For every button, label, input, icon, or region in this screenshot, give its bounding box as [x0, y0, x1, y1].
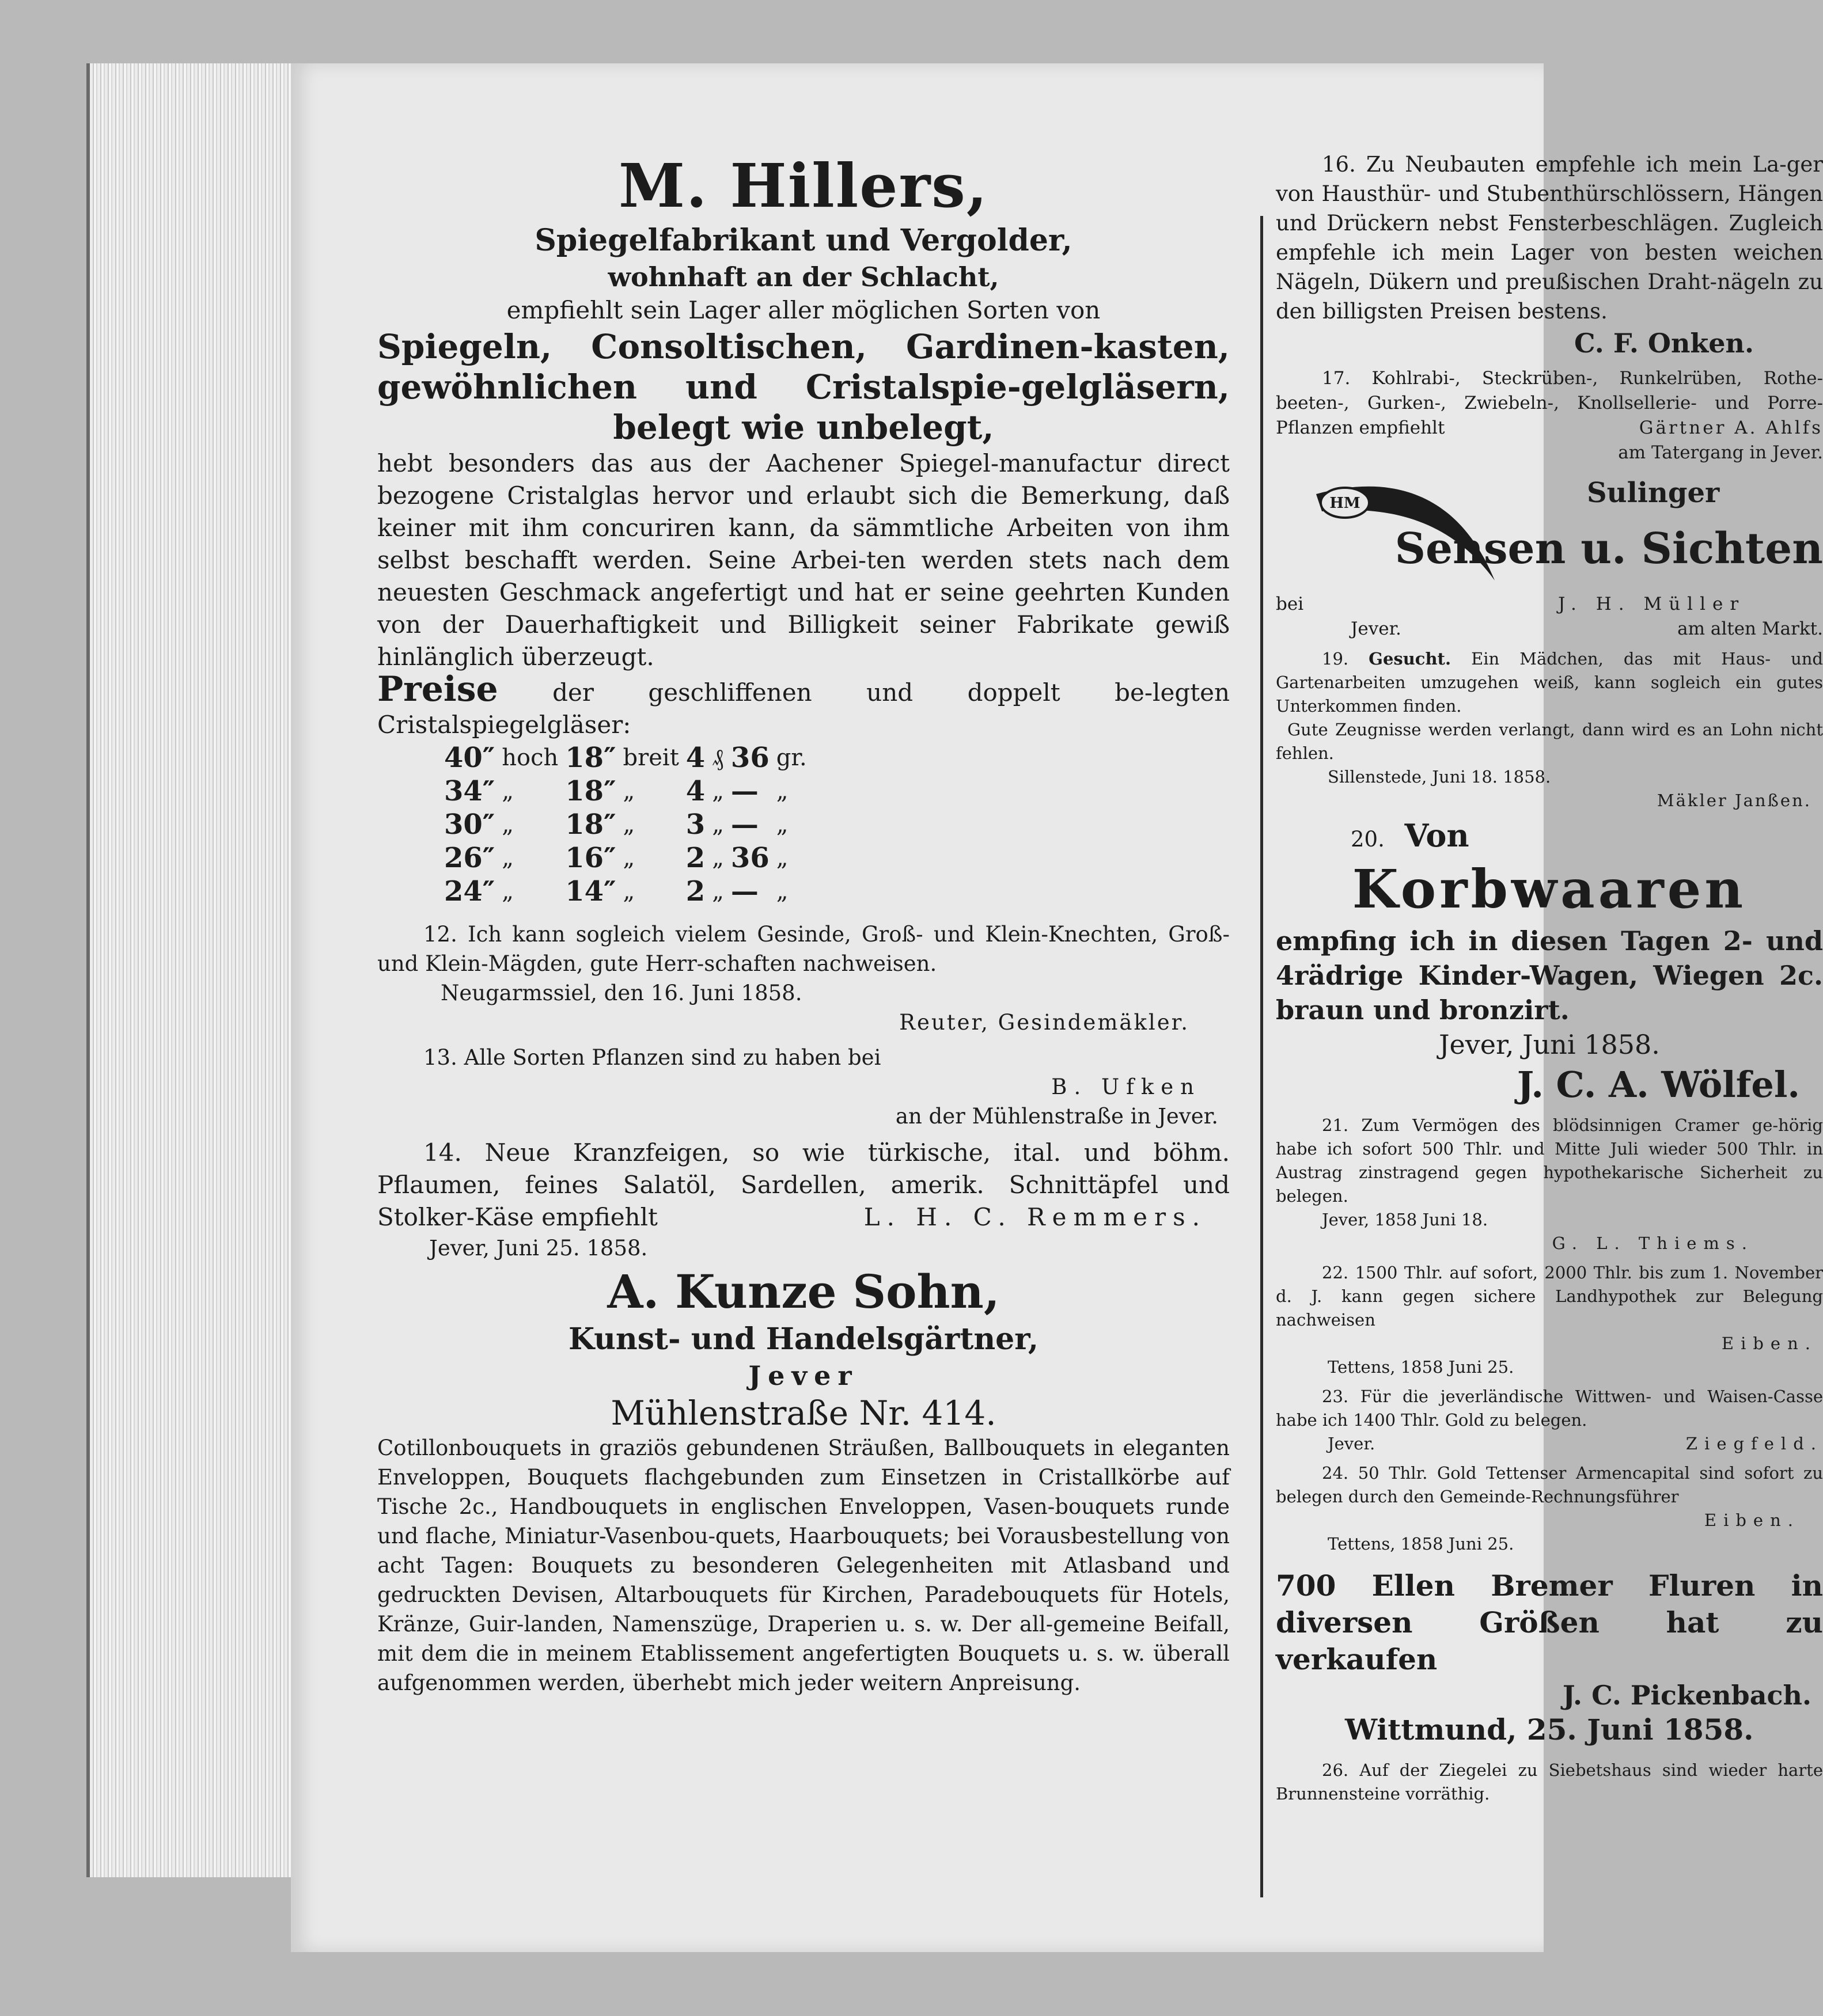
prices-word: Preise — [377, 669, 498, 709]
ad22-sign: Eiben. — [1721, 1334, 1817, 1353]
price-cell: „ — [623, 778, 635, 804]
price-row — [441, 741, 810, 774]
kunze-name: A. Kunze Sohn, — [607, 1265, 1000, 1319]
ad19-num: 19. — [1322, 649, 1349, 669]
ad-13 — [377, 1043, 1230, 1131]
ad19-head: Gesucht. — [1369, 649, 1451, 669]
ad-kunze — [377, 1263, 1230, 1698]
sulinger-headline: Sensen u. Sichten — [1394, 524, 1823, 574]
prices-text: der geschliffenen und doppelt be-legten Cristalspiegelgläser: — [377, 678, 1230, 739]
price-cell: gr. — [776, 745, 807, 771]
ad13-text: 13. Alle Sorten Pflanzen sind zu haben bei — [423, 1045, 881, 1070]
hillers-body: hebt besonders das aus der Aachener Spiegel-manufactur direct bezogene Cristalglas hervor und erlaubt sich die Bemerkung, daß keiner mit ihm concuriren kann, da sämmtliche Arbeiten von ihm selbst beschafft werden. Seine Arbei-ten werden stets nach dem neuesten Geschmack angefertigt und hat er seine geehrten Kunden von der Dauerhaftigkeit und Billigkeit seiner Fabrikate gewiß hinlänglich überzeugt. — [377, 449, 1230, 671]
ad20-num: 20. — [1351, 827, 1385, 852]
price-cell: 2 — [685, 842, 706, 874]
price-cell: „ — [712, 778, 724, 804]
ad20-headline: Korbwaaren — [1352, 858, 1747, 920]
ad20-text: empfing ich in diesen Tagen 2- und 4rädrige Kinder-Wagen, Wiegen 2c. braun und bronzirt. — [1276, 925, 1823, 1026]
price-cell: 2 — [685, 875, 706, 908]
ad19-text-block — [1276, 647, 1823, 718]
ad19-text: Ein Mädchen, das mit Haus- und Gartenarbeiten umzugehen weiß, kann sogleich ein gutes Unterkommen finden. — [1276, 649, 1823, 716]
price-cell: 24″ — [444, 875, 495, 908]
sulinger-brand: Sulinger — [1587, 477, 1720, 509]
price-cell: 3 — [685, 808, 706, 841]
ad-hillers — [377, 150, 1230, 908]
sulinger-header — [1276, 471, 1823, 592]
left-column — [377, 150, 1230, 1698]
kunze-title: Kunst- und Handelsgärtner, — [568, 1322, 1039, 1357]
ad14-text: 14. Neue Kranzfeigen, so wie türkische, ital. und böhm. Pflaumen, feines Salatöl, Sardellen, amerik. Schnittäpfel und Stolker-Käse empfiehlt — [377, 1138, 1230, 1231]
ad23-text: 23. Für die jeverländische Wittwen- und Waisen-Casse habe ich 1400 Thlr. Gold zu belegen. — [1276, 1387, 1823, 1430]
ad17-sign: Gärtner A. Ahlfs — [1639, 417, 1823, 438]
kunze-street: Mühlenstraße Nr. 414. — [611, 1394, 996, 1433]
price-cell: „ — [776, 778, 789, 804]
price-cell: — — [730, 775, 759, 807]
ad-19 — [1276, 647, 1823, 813]
price-cell: „ — [776, 878, 789, 905]
ad-26 — [1276, 1759, 1823, 1806]
ad20-von-line — [1276, 818, 1823, 855]
hillers-prices-intro — [377, 669, 1230, 741]
price-table — [441, 741, 810, 908]
ad21-text: 21. Zum Vermögen des blödsinnigen Cramer ge-hörig habe ich sofort 500 Thlr. und Mitte Juli wieder 500 Thlr. in Austrag zinstragend gegen hypothekarische Sicherheit zu belegen. — [1276, 1115, 1823, 1206]
price-cell: 18″ — [565, 808, 616, 841]
price-cell: 16″ — [565, 842, 616, 874]
ad-22 — [1276, 1261, 1823, 1379]
ad14-place: Jever, Juni 25. 1858. — [429, 1236, 648, 1261]
ad24-place: Tettens, 1858 Juni 25. — [1328, 1534, 1514, 1554]
ad-23 — [1276, 1385, 1823, 1456]
price-cell: 40″ — [444, 742, 495, 774]
ad16-text: 16. Zu Neubauten empfehle ich mein La-ger von Hausthür- und Stubenthürschlössern, Hängen und Drückern nebst Fensterbeschlägen. Zugleich empfehle ich mein Lager von besten weichen Nägeln, Dükern und preußischen Draht-nägeln zu den billigsten Preisen bestens. — [1276, 152, 1823, 324]
price-row — [441, 774, 810, 808]
ad13-sign: B. Ufken — [1051, 1075, 1201, 1099]
ad19-sign: Mäkler Janßen. — [1657, 791, 1811, 810]
ad-16 — [1276, 150, 1823, 360]
ad23-sign: Ziegfeld. — [1685, 1434, 1823, 1453]
right-column — [1276, 150, 1823, 1806]
ad25-place: Wittmund, 25. Juni 1858. — [1345, 1713, 1754, 1747]
ad16-sign: C. F. Onken. — [1574, 328, 1754, 359]
hillers-name: M. Hillers, — [618, 150, 989, 221]
ad19-text2: Gute Zeugnisse werden verlangt, dann wird es an Lohn nicht fehlen. — [1276, 720, 1823, 763]
sulinger-city: Jever. — [1351, 618, 1401, 639]
ad20-sign: J. C. A. Wölfel. — [1517, 1064, 1800, 1106]
ad22-place: Tettens, 1858 Juni 25. — [1328, 1357, 1514, 1377]
price-cell: „ — [502, 811, 514, 838]
price-cell: 4 — [685, 775, 706, 807]
sulinger-seller: J. H. Müller — [1558, 594, 1746, 614]
price-row — [441, 841, 810, 875]
ad25-sign: J. C. Pickenbach. — [1562, 1680, 1811, 1711]
sulinger-addr: am alten Markt. — [1677, 618, 1823, 639]
price-cell: hoch — [502, 745, 559, 771]
price-cell: 30″ — [444, 808, 495, 841]
price-cell: „ — [712, 845, 724, 871]
ad20-place: Jever, Juni 1858. — [1439, 1029, 1660, 1060]
price-cell: 18″ — [565, 775, 616, 807]
column-divider — [1260, 216, 1263, 1897]
ad23-sign-line — [1276, 1432, 1823, 1456]
price-cell: 4 — [685, 742, 706, 774]
ad21-sign: G. L. Thiems. — [1552, 1233, 1754, 1253]
ad12-sign: Reuter, Gesindemäkler. — [899, 1010, 1189, 1035]
kunze-body: Cotillonbouquets in graziös gebundenen Sträußen, Ballbouquets in eleganten Enveloppen, Bouquets flachgebunden zum Einsetzen in Cristallkörbe auf Tische 2c., Handbouquets in englischen Enveloppen, Vasen-bouquets runde und flache, Miniatur-Vasenbou-quets, Haarbouquets; bei Vorausbestellung von acht Tagen: Bouquets zu besonderen Gelegenheiten mit Atlasband und gedruckten Devisen, Altarbouquets für Kirchen, Paradebouquets für Hotels, Kränze, Guir-landen, Namenszüge, Draperien u. s. w. Der all-gemeine Beifall, mit dem die in meinem Etablissement angefertigten Bouquets u. s. w. überall aufgenommen werden, überhebt mich jeder weitern Anpreisung. — [377, 1436, 1230, 1695]
hillers-intro: empfiehlt sein Lager aller möglichen Sorten von — [506, 296, 1101, 324]
price-cell: „ — [502, 778, 514, 804]
price-cell: 18″ — [565, 742, 616, 774]
kunze-city: Jever — [748, 1360, 859, 1391]
price-cell: 14″ — [565, 875, 616, 908]
price-cell: 34″ — [444, 775, 495, 807]
ad-14 — [377, 1137, 1230, 1263]
price-cell: 26″ — [444, 842, 495, 874]
price-cell: 36 — [730, 742, 770, 774]
ad24-text: 24. 50 Thlr. Gold Tettenser Armencapital sind sofort zu belegen durch den Gemeinde-Rechnungsführer — [1276, 1463, 1823, 1506]
ad-17 — [1276, 366, 1823, 465]
ad21-place: Jever, 1858 Juni 18. — [1322, 1210, 1488, 1229]
ad12-text: 12. Ich kann sogleich vielem Gesinde, Groß- und Klein-Knechten, Groß- und Klein-Mägden, gute Herr-schaften nachweisen. — [377, 922, 1230, 976]
ad17-addr: am Tatergang in Jever. — [1618, 442, 1823, 463]
logo-text: HM — [1329, 495, 1360, 512]
price-cell: „ — [502, 878, 514, 905]
ad19-place: Sillenstede, Juni 18. 1858. — [1328, 767, 1551, 787]
ad-25 — [1276, 1567, 1823, 1747]
ad26-text: 26. Auf der Ziegelei zu Siebetshaus sind wieder harte Brunnensteine vorräthig. — [1276, 1760, 1823, 1804]
ad13-addr: an der Mühlenstraße in Jever. — [895, 1104, 1218, 1129]
price-cell: „ — [623, 878, 635, 905]
ad17-text: 17. Kohlrabi-, Steckrüben-, Runkelrüben, Rothe-beeten-, Gurken-, Zwiebeln-, Knollsellerie- und Porre-Pflanzen empfiehlt — [1276, 368, 1823, 438]
ad20-von: Von — [1404, 817, 1469, 854]
ad12-place: Neugarmssiel, den 16. Juni 1858. — [441, 981, 802, 1005]
ad-24 — [1276, 1461, 1823, 1556]
price-cell: „ — [776, 811, 789, 838]
newspaper-page — [291, 63, 1823, 1952]
price-cell: „ — [623, 845, 635, 871]
ad-sulinger — [1276, 471, 1823, 641]
ad-12 — [377, 920, 1230, 1037]
price-cell: „ — [776, 845, 789, 871]
hillers-address: wohnhaft an der Schlacht, — [608, 261, 999, 293]
price-cell: — — [730, 875, 759, 908]
ad25-text: 700 Ellen Bremer Fluren in diversen Größen hat zu verkaufen — [1276, 1569, 1823, 1676]
price-cell: ₰ — [712, 745, 724, 771]
page-edges — [86, 63, 297, 1877]
ad22-text: 22. 1500 Thlr. auf sofort, 2000 Thlr. bis zum 1. November d. J. kann gegen sichere Landhypothek zur Belegung nachweisen — [1276, 1263, 1823, 1330]
ad-20 — [1276, 818, 1823, 1108]
price-cell: 36 — [730, 842, 770, 874]
price-row — [441, 875, 810, 908]
price-row — [441, 808, 810, 841]
ad24-sign: Eiben. — [1704, 1510, 1800, 1530]
hillers-title: Spiegelfabrikant und Vergolder, — [535, 223, 1072, 258]
ad14-sign: L. H. C. Remmers. — [863, 1203, 1207, 1231]
price-cell: „ — [712, 811, 724, 838]
price-cell: „ — [502, 845, 514, 871]
price-cell: „ — [623, 811, 635, 838]
sulinger-seller-block — [1276, 592, 1823, 641]
ad23-city: Jever. — [1328, 1434, 1375, 1453]
price-cell: — — [730, 808, 759, 841]
price-cell: „ — [712, 878, 724, 905]
hillers-products: Spiegeln, Consoltischen, Gardinen-kasten, gewöhnlichen und Cristalspie-gelgläsern, belegt wie unbelegt, — [377, 327, 1230, 447]
price-cell: breit — [623, 745, 679, 771]
sulinger-bei: bei — [1276, 594, 1304, 614]
ad-21 — [1276, 1114, 1823, 1255]
